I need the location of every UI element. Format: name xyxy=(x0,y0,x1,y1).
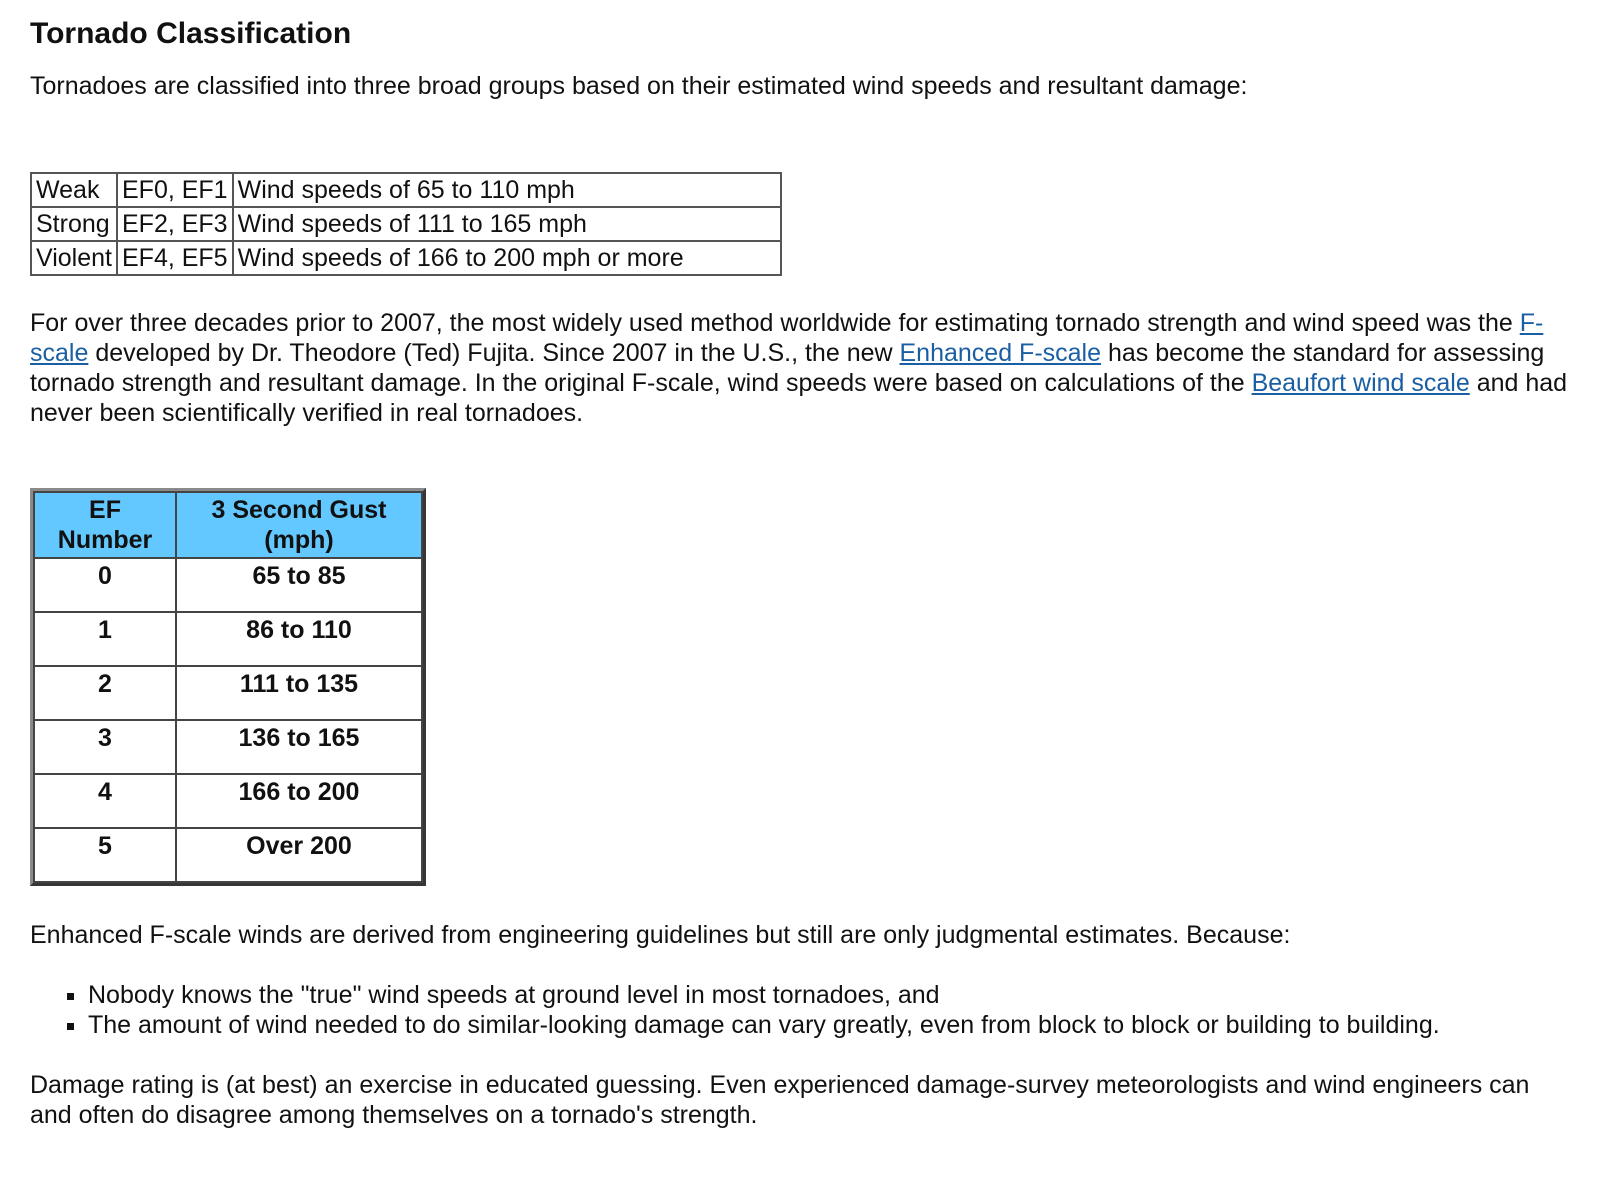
gust-cell: 111 to 135 xyxy=(176,666,422,720)
history-text: developed by Dr. Theodore (Ted) Fujita. Since 2007 in the U.S., the new xyxy=(88,339,900,367)
gust-header xyxy=(176,492,422,558)
gust-cell: 136 to 165 xyxy=(176,720,422,774)
f-scale-link[interactable]: F-scale xyxy=(30,309,1544,367)
ef-number-cell: 1 xyxy=(34,612,176,666)
history-paragraph xyxy=(30,308,1575,428)
classification-table xyxy=(30,172,782,276)
history-text: has become the standard for assessing tornado strength and resultant damage. In the original F-scale, wind speeds were based on calculations of the xyxy=(30,339,1545,397)
table-row xyxy=(31,207,781,241)
header-line: (mph) xyxy=(264,526,334,554)
table-row xyxy=(34,774,422,828)
reasons-list xyxy=(60,980,1440,1040)
wind-desc-cell: Wind speeds of 166 to 200 mph or more xyxy=(233,241,781,275)
table-row xyxy=(34,612,422,666)
table-row xyxy=(34,558,422,612)
header-line: 3 Second Gust xyxy=(211,496,387,524)
ef-number-cell: 5 xyxy=(34,828,176,882)
gust-cell: 166 to 200 xyxy=(176,774,422,828)
ef-number-cell: 3 xyxy=(34,720,176,774)
damage-note: Damage rating is (at best) an exercise in educated guessing. Even experienced damage-survey meteorologists and wind engineers can and often do disagree among themselves on a tornado's strength. xyxy=(30,1071,1530,1129)
ef-range-cell: EF2, EF3 xyxy=(117,207,233,241)
table-row xyxy=(34,666,422,720)
ef-range-cell: EF0, EF1 xyxy=(117,173,233,207)
header-line: EF xyxy=(89,496,121,524)
group-cell: Weak xyxy=(31,173,117,207)
ef-number-header xyxy=(34,492,176,558)
table-row xyxy=(34,828,422,882)
group-cell: Strong xyxy=(31,207,117,241)
table-row xyxy=(34,720,422,774)
ef-scale-table xyxy=(33,491,423,883)
intro-text: Tornadoes are classified into three broad groups based on their estimated wind speeds and resultant damage: xyxy=(30,72,1248,100)
gust-cell: 65 to 85 xyxy=(176,558,422,612)
table-row xyxy=(31,241,781,275)
ef-number-cell: 2 xyxy=(34,666,176,720)
list-item: ▪ Nobody knows the "true" wind speeds at ground level in most tornadoes, and xyxy=(88,980,1440,1010)
list-item: ▪ The amount of wind needed to do similar-looking damage can vary greatly, even from block to block or building to building. xyxy=(88,1010,1440,1040)
enhanced-f-scale-link[interactable]: Enhanced F-scale xyxy=(899,339,1102,367)
table-header-row xyxy=(34,492,422,558)
ef-number-cell: 4 xyxy=(34,774,176,828)
history-text: For over three decades prior to 2007, the most widely used method worldwide for estimating tornado strength and wind speed was the xyxy=(30,309,1520,337)
header-line: Number xyxy=(57,526,153,554)
enhanced-note: Enhanced F-scale winds are derived from engineering guidelines but still are only judgmental estimates. Because: xyxy=(30,921,1291,949)
table-row xyxy=(31,173,781,207)
ef-scale-table-frame xyxy=(30,488,426,886)
gust-cell: 86 to 110 xyxy=(176,612,422,666)
ef-range-cell: EF4, EF5 xyxy=(117,241,233,275)
ef-number-cell: 0 xyxy=(34,558,176,612)
gust-cell: Over 200 xyxy=(176,828,422,882)
wind-desc-cell: Wind speeds of 65 to 110 mph xyxy=(233,173,781,207)
page-title: Tornado Classification xyxy=(30,17,352,50)
beaufort-wind-scale-link[interactable]: Beaufort wind scale xyxy=(1251,369,1470,397)
group-cell: Violent xyxy=(31,241,117,275)
wind-desc-cell: Wind speeds of 111 to 165 mph xyxy=(233,207,781,241)
history-text: and had never been scientifically verified in real tornadoes. xyxy=(30,369,1568,427)
